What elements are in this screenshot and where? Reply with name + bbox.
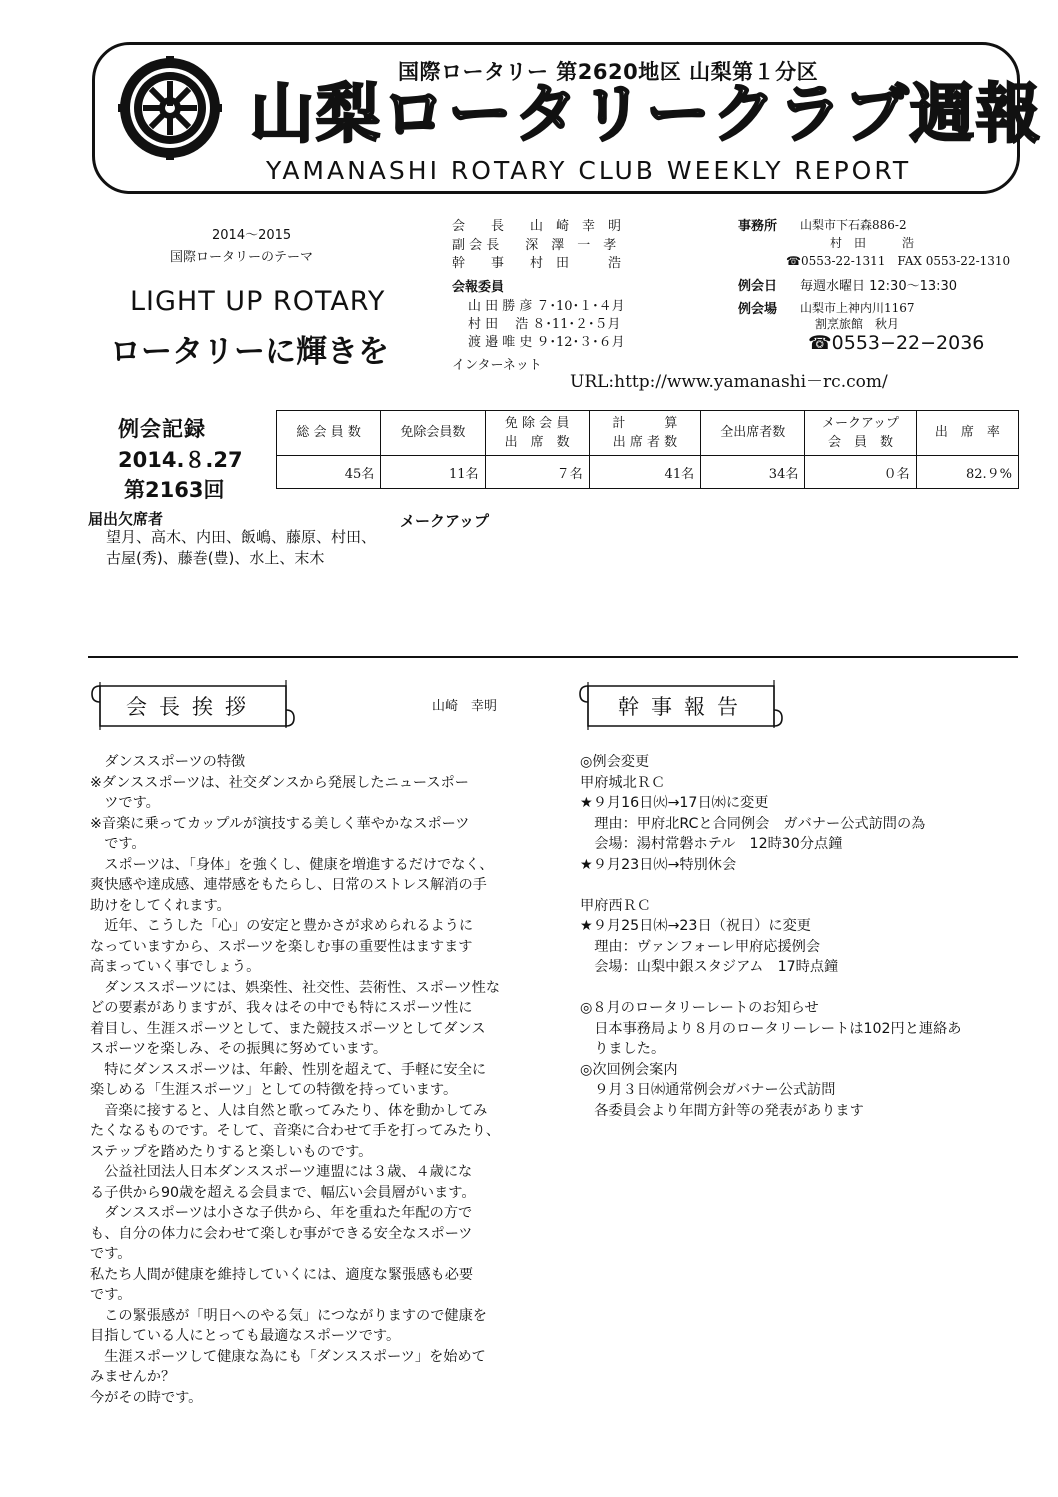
text-line: ◎８月のロータリーレートのお知らせ	[580, 1000, 819, 1016]
text-line: 着目し、生涯スポーツとして、また競技スポーツとしてダンス	[90, 1020, 486, 1037]
value-total-attendees: 34名	[701, 456, 805, 489]
record-number: 第2163回	[124, 478, 225, 502]
secretary-report-body	[580, 752, 962, 1121]
text-line: ◎例会変更	[580, 754, 650, 770]
venue-label: 例会場	[738, 302, 778, 317]
text-line: です。	[90, 1246, 132, 1262]
text-line: みませんか？	[90, 1369, 176, 1385]
text-line: 甲府城北ＲＣ	[580, 774, 666, 791]
header-exempt-attendance: 免 除 会 員 出 席 数	[485, 411, 589, 456]
value-exempt-members: 11名	[381, 456, 485, 489]
text-line: 各委員会より年間方針等の発表があります	[580, 1102, 864, 1119]
text-line: ★９月23日㈫→特別休会	[580, 856, 737, 873]
text-line: ダンススポーツには、娯楽性、社交性、芸術性、スポーツ性な	[90, 979, 501, 996]
text-line: 目指している人にとっても最適なスポーツです。	[90, 1328, 401, 1344]
text-line: ★９月16日㈫→17日㈬に変更	[580, 795, 769, 811]
text-line: 助けをしてくれます。	[90, 897, 231, 914]
text-line: ★９月25日㈭→23日（祝日）に変更	[580, 918, 811, 934]
secretary-banner-title: 幹事報告	[618, 695, 750, 719]
text-line: 高まっていく事でしょう。	[90, 959, 261, 975]
header-total-members: 総 会 員 数	[277, 411, 381, 456]
text-line: どの要素がありますが、我々はその中でも特にスポーツ性に	[90, 1000, 473, 1016]
text-line: 日本事務局より８月のロータリーレートは102円と連絡あ	[580, 1020, 962, 1037]
meeting-day: 毎週水曜日 12:30～13:30	[800, 279, 958, 294]
text-line: 生涯スポーツして健康な為にも「ダンススポーツ」を始めて	[90, 1348, 486, 1365]
text-line: ダンススポーツは小さな子供から、年を重ねた年配の方で	[90, 1205, 473, 1221]
venue-phone: ☎0553−22−2036	[808, 332, 985, 354]
president-author: 山崎 幸明	[432, 699, 498, 714]
value-total-members: 45名	[277, 456, 381, 489]
newsletter-title: 山梨ロータリークラブ週報	[250, 78, 1042, 152]
president-banner-title: 会長挨拶	[126, 695, 258, 719]
officer-vice-president: 副 会 長 深 澤 一 孝	[452, 238, 617, 253]
absence-line: 望月、高木、内田、飯嶋、藤原、村田、	[106, 528, 377, 546]
text-line: 近年、こうした「心」の安定と豊かさが求められるように	[90, 918, 474, 934]
office-address: 山梨市下石森886-2	[800, 218, 907, 232]
text-line: スポーツを楽しみ、その振興に努めています。	[90, 1041, 388, 1057]
text-line: 爽快感や達成感、連帯感をもたらし、日常のストレス解消の手	[90, 877, 487, 893]
district-label: 国際ロータリー 第2620地区 山梨第１分区	[398, 60, 819, 84]
text-line: 楽しめる「生涯スポーツ」としての特徴を持っています。	[90, 1082, 458, 1098]
text-line: 会場：山梨中銀スタジアム 17時点鐘	[580, 959, 839, 975]
officer-secretary: 幹 事 村 田 浩	[452, 256, 622, 271]
office-person: 村 田 浩	[830, 236, 915, 250]
header-makeup-members: メークアップ 会 員 数	[805, 411, 916, 456]
text-line: ツです。	[90, 795, 160, 811]
text-line: も、自分の体力に会わせて楽しむ事ができる安全なスポーツ	[90, 1225, 473, 1242]
office-phone-fax: ☎0553-22-1311 FAX 0553-22-1310	[786, 254, 1011, 268]
attendance-table	[276, 410, 1019, 489]
value-attendance-rate: 82.９%	[916, 456, 1018, 489]
officer-president: 会 長 山 崎 幸 明	[452, 219, 622, 234]
committee-member: 山 田 勝 彦 ７･10･１･４月	[468, 299, 625, 314]
office-label: 事務所	[738, 219, 778, 234]
text-line: です。	[90, 836, 146, 852]
venue-name: 割烹旅館 秋月	[815, 317, 900, 331]
text-line: なっていますから、スポーツを楽しむ事の重要性はますます	[90, 938, 473, 955]
website-url[interactable]: URL:http://www.yamanashi－rc.com/	[570, 372, 888, 392]
absence-label: 届出欠席者	[88, 510, 164, 528]
committee-label: 会報委員	[452, 280, 505, 295]
text-line: ◎次回例会案内	[580, 1061, 678, 1078]
committee-member: 渡 邉 唯 史 ９･12･３･６月	[468, 335, 625, 350]
text-line: ダンススポーツの特徴	[90, 754, 246, 770]
text-line: 公益社団法人日本ダンススポーツ連盟には３歳、４歳にな	[90, 1164, 473, 1180]
text-line: 理由：甲府北RCと合同例会 ガバナー公式訪問の為	[580, 815, 926, 832]
text-line	[580, 875, 962, 896]
newsletter-subtitle: YAMANASHI ROTARY CLUB WEEKLY REPORT	[266, 156, 912, 185]
header-total-attendees: 全出席者数	[701, 411, 805, 456]
theme-japanese: ロータリーに輝きを	[110, 334, 389, 370]
text-line: スポーツは、「身体」を強くし、健康を増進するだけでなく、	[90, 856, 494, 873]
value-calculated-attendees: 41名	[589, 456, 700, 489]
text-line: ※音楽に乗ってカップルが演技する美しく華やかなスポーツ	[90, 815, 470, 832]
absence-line: 古屋(秀)、藤巻(豊)、水上、末木	[106, 549, 325, 567]
venue-address: 山梨市上神内川1167	[800, 301, 915, 315]
committee-member: 村 田 浩 ８･11･２･５月	[468, 317, 621, 332]
text-line: 特にダンススポーツは、年齢、性別を超えて、手軽に安全に	[90, 1061, 487, 1078]
text-line: です。	[90, 1287, 132, 1303]
text-line: 私たち人間が健康を維持していくには、適度な緊張感も必要	[90, 1266, 474, 1283]
header-exempt-members: 免除会員数	[381, 411, 485, 456]
theme-years: 2014～2015	[212, 228, 292, 243]
text-line: 音楽に接すると、人は自然と歌ってみたり、体を動かしてみ	[90, 1102, 488, 1119]
record-date: 2014.８.27	[118, 448, 243, 472]
text-line: 理由：ヴァンフォーレ甲府応援例会	[580, 938, 821, 955]
text-line	[580, 978, 962, 999]
text-line: る子供から90歳を超える会員まで、幅広い会員層がいます。	[90, 1184, 476, 1201]
value-exempt-attendance: ７名	[485, 456, 589, 489]
section-divider	[88, 656, 1018, 658]
header-attendance-rate: 出 席 率	[916, 411, 1018, 456]
text-line: りました。	[580, 1041, 666, 1057]
record-title: 例会記録	[118, 417, 206, 441]
president-greeting-body	[90, 752, 500, 1408]
text-line: ９月３日㈬通常例会ガバナー公式訪問	[580, 1082, 836, 1098]
text-line: 会場：湯村常磐ホテル 12時30分点鐘	[580, 836, 843, 852]
header-calculated-attendees: 計 算 出 席 者 数	[589, 411, 700, 456]
internet-label: インターネット	[452, 358, 542, 373]
makeup-label: メークアップ	[400, 512, 489, 530]
value-makeup-members: ０名	[805, 456, 916, 489]
meeting-day-label: 例会日	[738, 279, 778, 294]
text-line: たくなるものです。そして、音楽に合わせて手を打ってみたり、	[90, 1123, 501, 1139]
text-line: 今がその時です。	[90, 1389, 203, 1406]
theme-english: LIGHT UP ROTARY	[130, 286, 386, 317]
text-line: ステップを踏めたりすると楽しいものです。	[90, 1143, 373, 1160]
text-line: この緊張感が「明日へのやる気」につながりますので健康を	[90, 1307, 487, 1324]
text-line: ※ダンススポーツは、社交ダンスから発展したニュースポー	[90, 774, 469, 791]
rotary-emblem	[118, 56, 222, 160]
text-line: 甲府西ＲＣ	[580, 897, 651, 914]
theme-label: 国際ロータリーのテーマ	[170, 250, 314, 265]
